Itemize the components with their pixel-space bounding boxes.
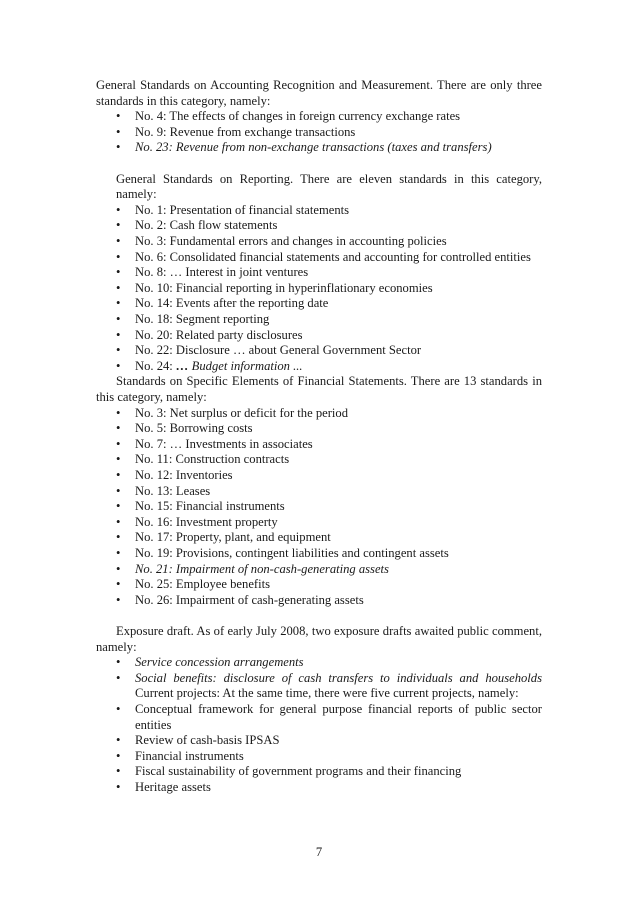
list-item: No. 15: Financial instruments [135, 499, 285, 514]
sec4-intro-line-2: namely: [96, 639, 137, 654]
list-item: No. 26: Impairment of cash-generating assets [135, 592, 364, 607]
bullet: • [116, 468, 121, 482]
list-item: Financial instruments [135, 748, 244, 763]
sec4-intro-line-1: Exposure draft. As of early July 2008, two exposure drafts awaited public comment, [116, 624, 542, 638]
bullet: • [116, 748, 121, 763]
list-item: No. 8: … Interest in joint ventures [135, 265, 309, 280]
list-item: No. 14: Events after the reporting date [135, 296, 329, 311]
bullet: • [116, 780, 121, 794]
sec3-intro-line-1: Standards on Specific Elements of Financial Statements. There are 13 standards in [116, 374, 542, 389]
bullet: • [116, 483, 121, 498]
sec2-intro-line-2: namely: [116, 187, 157, 202]
bullet: • [116, 764, 121, 779]
list-item: No. 13: Leases [135, 483, 211, 498]
list-item: No. 20: Related party disclosures [135, 327, 303, 342]
list-item: No. 1: Presentation of financial statements [135, 202, 350, 217]
bullet: • [116, 514, 121, 529]
list-item [135, 359, 542, 375]
page-number: 7 [315, 845, 323, 859]
list-item: No. 22: Disclosure … about General Government Sector [135, 343, 422, 358]
list-item: No. 23: Revenue from non-exchange transactions (taxes and transfers) [135, 140, 492, 155]
list-item: No. 3: Fundamental errors and changes in accounting policies [135, 234, 447, 248]
list-item: No. 18: Segment reporting [135, 312, 270, 326]
bullet: • [116, 249, 121, 264]
list-item: Social benefits: disclosure of cash transfers to individuals and households [135, 670, 542, 685]
bullet: • [116, 234, 121, 248]
bullet: • [116, 592, 121, 607]
bullet: • [116, 702, 121, 716]
list-item: No. 2: Cash flow statements [135, 218, 278, 233]
bullet: • [116, 530, 121, 545]
list-item: No. 9: Revenue from exchange transactions [135, 124, 356, 139]
list-item-ellipsis: … [175, 358, 189, 373]
list-item-prefix: No. 24: [135, 358, 176, 373]
bullet: • [116, 296, 121, 311]
list-item: No. 25: Employee benefits [135, 577, 271, 592]
list-item: Conceptual framework for general purpose financial reports of public sector [135, 702, 542, 716]
bullet: • [116, 561, 121, 576]
bullet: • [116, 421, 121, 436]
bullet: • [116, 577, 121, 592]
list-item: Heritage assets [135, 780, 211, 794]
list-item: No. 4: The effects of changes in foreign currency exchange rates [135, 109, 461, 124]
sec1-intro-line-2: standards in this category, namely: [96, 93, 271, 108]
list-item: No. 3: Net surplus or deficit for the period [135, 405, 348, 420]
bullet: • [116, 670, 121, 685]
bullet: • [116, 140, 121, 155]
list-item: No. 10: Financial reporting in hyperinflationary economies [135, 280, 433, 295]
list-item: No. 19: Provisions, contingent liabilities and contingent assets [135, 546, 449, 560]
bullet: • [116, 312, 121, 326]
list-item-continuation: entities [135, 717, 172, 732]
list-item: No. 11: Construction contracts [135, 452, 290, 467]
list-item: No. 17: Property, plant, and equipment [135, 530, 331, 545]
bullet: • [116, 202, 121, 217]
bullet: • [116, 109, 121, 124]
sec2-intro-line-1: General Standards on Reporting. There are eleven standards in this category, [116, 171, 542, 186]
list-item: Service concession arrangements [135, 655, 304, 670]
bullet: • [116, 499, 121, 514]
bullet: • [116, 280, 121, 295]
list-item: No. 12: Inventories [135, 468, 233, 482]
bullet: • [116, 452, 121, 467]
list-item: No. 16: Investment property [135, 514, 278, 529]
list-item: No. 6: Consolidated financial statements and accounting for controlled entities [135, 249, 531, 264]
bullet: • [116, 436, 121, 451]
list-item-italic: Budget information ... [188, 358, 303, 373]
bullet: • [116, 218, 121, 233]
list-item: No. 7: … Investments in associates [135, 436, 313, 451]
list-item: Fiscal sustainability of government programs and their financing [135, 764, 462, 779]
bullet: • [116, 733, 121, 748]
list-item: Review of cash-basis IPSAS [135, 733, 280, 748]
bullet: • [116, 265, 121, 280]
bullet: • [116, 358, 121, 373]
bullet: • [116, 124, 121, 139]
bullet: • [116, 546, 121, 560]
bullet: • [116, 327, 121, 342]
list-item: No. 5: Borrowing costs [135, 421, 253, 436]
bullet: • [116, 655, 121, 670]
sec3-intro-line-2: this category, namely: [96, 390, 207, 404]
bullet: • [116, 405, 121, 420]
list-item: No. 21: Impairment of non-cash-generating assets [135, 561, 389, 576]
sec1-intro-line-1: General Standards on Accounting Recognition and Measurement. There are only three [96, 78, 542, 92]
bullet: • [116, 343, 121, 358]
current-projects-line: Current projects: At the same time, there were five current projects, namely: [135, 686, 519, 701]
